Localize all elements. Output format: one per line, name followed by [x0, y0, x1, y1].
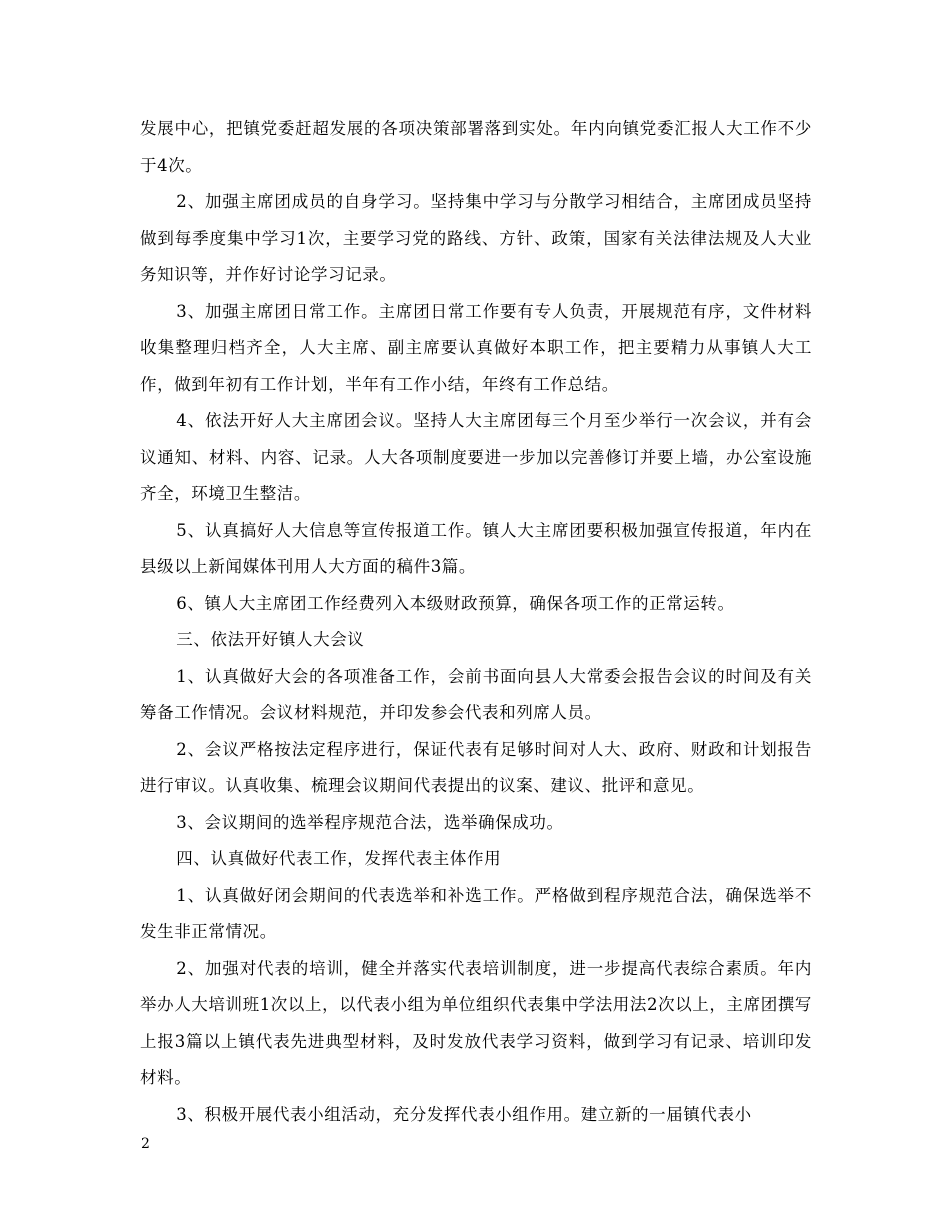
section-heading: 三、依法开好镇人大会议: [176, 630, 365, 649]
paragraph: 1、认真做好闭会期间的代表选举和补选工作。严格做到程序规范合法，确保选举不发生非正常情况。: [140, 885, 812, 941]
paragraph: 4、依法开好人大主席团会议。坚持人大主席团每三个月至少举行一次会议，并有会议通知、材料、内容、记录。人大各项制度要进一步加以完善修订并要上墙，办公室设施齐全，环境卫生整洁。: [140, 411, 812, 503]
paragraph: 3、加强主席团日常工作。主席团日常工作要有专人负责，开展规范有序，文件材料收集整理归档齐全，人大主席、副主席要认真做好本职工作，把主要精力从事镇人大工作，做到年初有工作计划，半年有工作小结，年终有工作总结。: [140, 301, 812, 394]
paragraph: 发展中心，把镇党委赶超发展的各项决策部署落到实处。年内向镇党委汇报人大工作不少于4次。: [140, 119, 812, 175]
page-number: 2: [141, 1136, 150, 1152]
paragraph: 3、会议期间的选举程序规范合法，选举确保成功。: [176, 812, 564, 832]
paragraph: 5、认真搞好人大信息等宣传报道工作。镇人大主席团要积极加强宣传报道，年内在县级以上新闻媒体刊用人大方面的稿件3篇。: [140, 520, 812, 576]
paragraph: 2、加强对代表的培训，健全并落实代表培训制度，进一步提高代表综合素质。年内举办人大培训班1次以上，以代表小组为单位组织代表集中学法用法2次以上，主席团撰写上报3篇以上镇代表先进典型材料，及时发放代表学习资料，做到学习有记录、培训印发材料。: [140, 958, 812, 1087]
paragraph: 6、镇人大主席团工作经费列入本级财政预算，确保各项工作的正常运转。: [176, 593, 735, 613]
paragraph: 2、加强主席团成员的自身学习。坚持集中学习与分散学习相结合，主席团成员坚持做到每季度集中学习1次，主要学习党的路线、方针、政策，国家有关法律法规及人大业务知识等，并作好讨论学习记录。: [140, 192, 812, 284]
section-heading: 四、认真做好代表工作，发挥代表主体作用: [176, 849, 502, 868]
paragraph: 1、认真做好大会的各项准备工作，会前书面向县人大常委会报告会议的时间及有关筹备工作情况。会议材料规范，并印发参会代表和列席人员。: [140, 666, 812, 722]
document-body: [140, 111, 812, 1133]
paragraph: 2、会议严格按法定程序进行，保证代表有足够时间对人大、政府、财政和计划报告进行审议。认真收集、梳理会议期间代表提出的议案、建议、批评和意见。: [140, 739, 812, 795]
paragraph: 3、积极开展代表小组活动，充分发挥代表小组作用。建立新的一届镇代表小: [176, 1104, 752, 1124]
